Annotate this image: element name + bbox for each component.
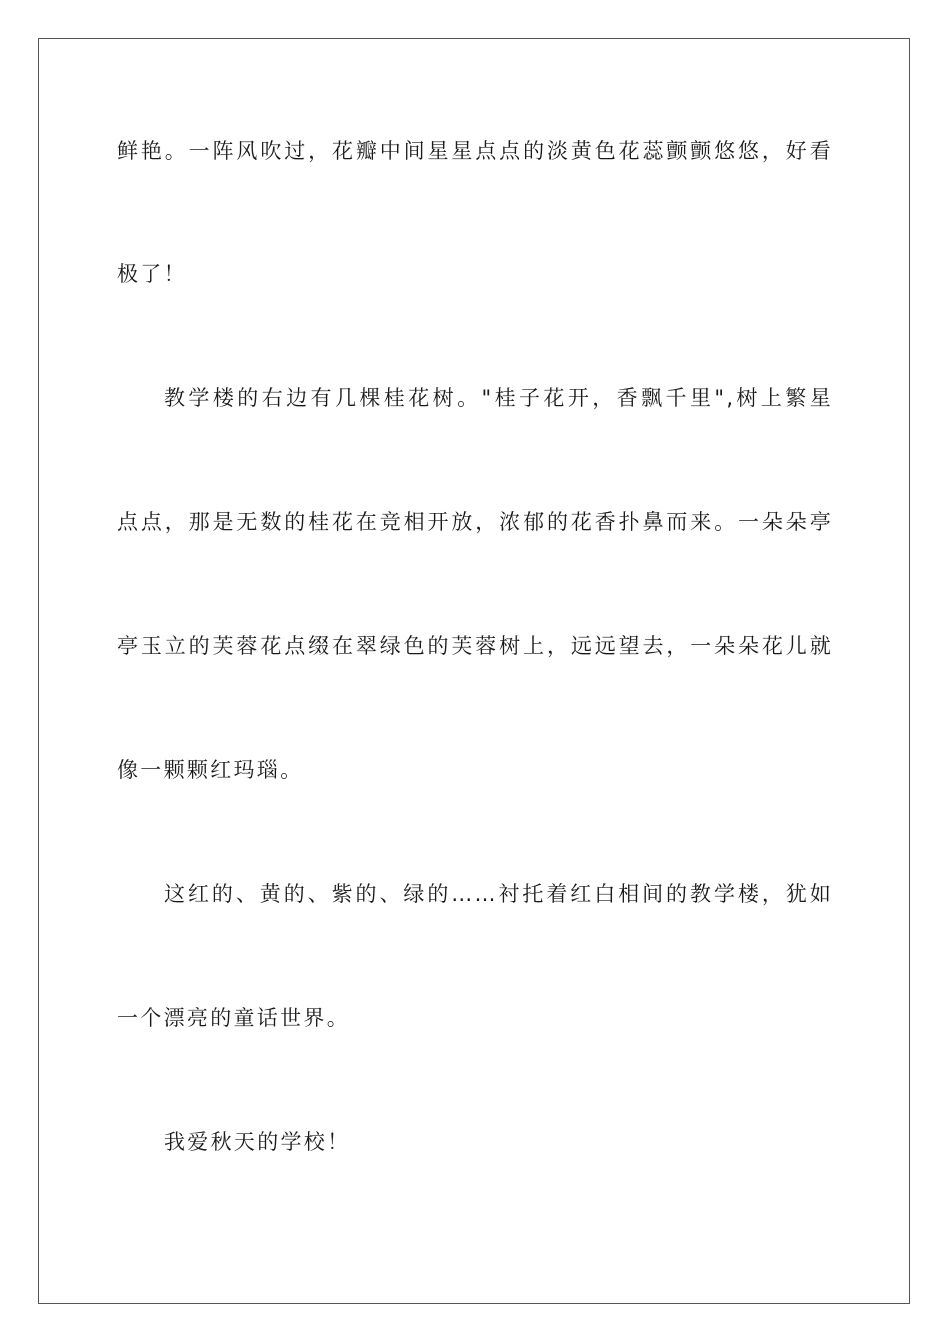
paragraph-1-line-2: 极了！ — [117, 262, 187, 286]
paragraph-4-line-1: 我爱秋天的学校！ — [164, 1130, 351, 1154]
paragraph-2-line-4: 像一颗颗红玛瑙。 — [117, 758, 304, 782]
page-frame — [38, 38, 910, 1304]
paragraph-2-line-3: 亭玉立的芙蓉花点缀在翠绿色的芙蓉树上，远远望去，一朵朵花儿就 — [117, 634, 833, 658]
paragraph-3-line-1: 这红的、黄的、紫的、绿的……衬托着红白相间的教学楼，犹如 — [164, 882, 833, 906]
paragraph-1-line-1: 鲜艳。一阵风吹过，花瓣中间星星点点的淡黄色花蕊颤颤悠悠，好看 — [117, 139, 833, 163]
paragraph-2-line-2: 点点，那是无数的桂花在竞相开放，浓郁的花香扑鼻而来。一朵朵亭 — [117, 510, 833, 534]
paragraph-2-line-1: 教学楼的右边有几棵桂花树。"桂子花开，香飘千里",树上繁星 — [164, 386, 833, 410]
paragraph-3-line-2: 一个漂亮的童话世界。 — [117, 1006, 350, 1030]
